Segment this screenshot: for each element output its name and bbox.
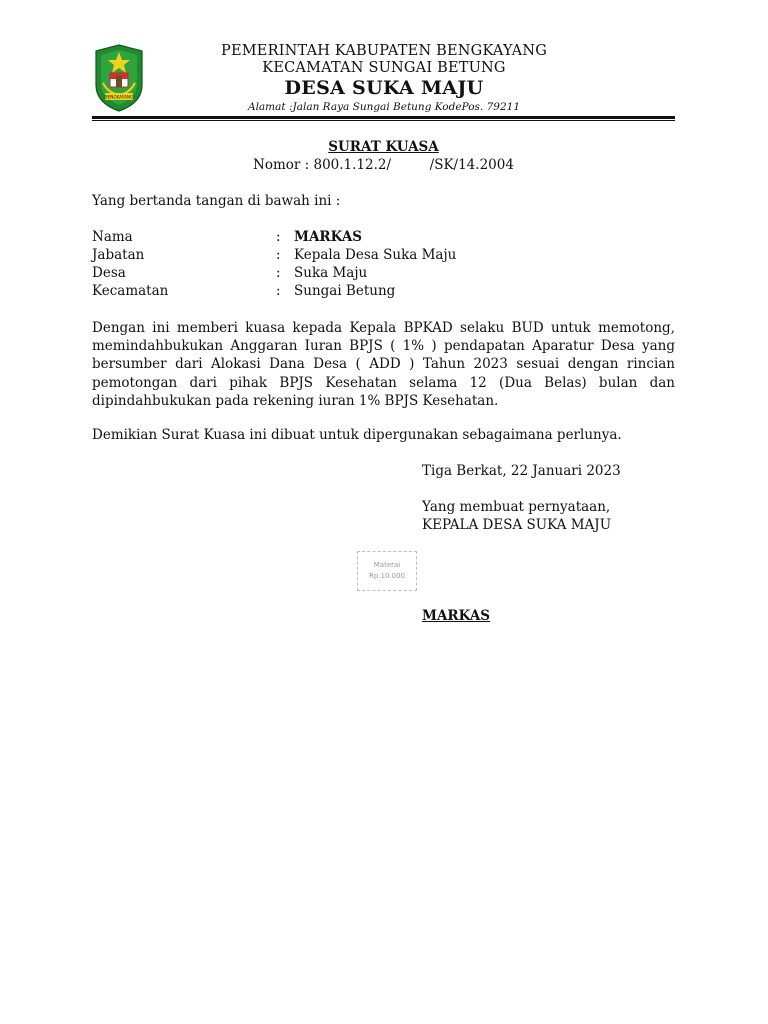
regency-logo [92, 43, 146, 113]
signatory-name: MARKAS [422, 608, 491, 624]
opening-sentence: Yang bertanda tangan di bawah ini : [92, 193, 341, 209]
signatory-position: KEPALA DESA SUKA MAJU [422, 517, 612, 533]
field-label-jabatan: Jabatan [92, 247, 145, 263]
identity-table [92, 229, 675, 303]
field-value-jabatan: Kepala Desa Suka Maju [294, 247, 457, 263]
kop-divider-thick [92, 116, 675, 119]
field-label-nama: Nama [92, 229, 133, 245]
field-label-kecamatan: Kecamatan [92, 283, 169, 299]
closing-sentence: Demikian Surat Kuasa ini dibuat untuk dipergunakan sebagaimana perlunya. [92, 427, 622, 443]
signatory-statement: Yang membuat pernyataan, [422, 499, 611, 515]
kop-address: Alamat :Jalan Raya Sungai Betung KodePos. 79211 [247, 101, 520, 113]
field-sep: : [276, 265, 281, 281]
kop-district: KECAMATAN SUNGAI BETUNG [262, 60, 506, 76]
field-value-kecamatan: Sungai Betung [294, 283, 396, 299]
place-date: Tiga Berkat, 22 Januari 2023 [422, 463, 621, 479]
letter-title: SURAT KUASA [328, 139, 439, 155]
field-sep: : [276, 283, 281, 299]
field-sep: : [276, 229, 281, 245]
stamp-label: Materai [373, 561, 401, 569]
kop-divider-thin [92, 120, 675, 121]
field-value-desa: Suka Maju [294, 265, 368, 281]
field-sep: : [276, 247, 281, 263]
duty-stamp-placeholder [357, 551, 417, 591]
kop-government: PEMERINTAH KABUPATEN BENGKAYANG [221, 43, 547, 59]
body-paragraph: Dengan ini memberi kuasa kepada Kepala BPKAD selaku BUD untuk memotong, memindahbukukan Anggaran Iuran BPJS ( 1% ) pendapatan Aparatur Desa yang bersumber dari Alokasi Dana Desa ( ADD ) Tahun 2023 sesuai dengan rincian pemotongan dari pihak BPJS Kesehatan selama 12 (Dua Belas) bulan dan dipindahbukukan pada rekening iuran 1% BPJS Kesehatan. [92, 320, 675, 409]
kop-village: DESA SUKA MAJU [284, 77, 484, 99]
field-label-desa: Desa [92, 265, 126, 281]
letter-number: Nomor : 800.1.12.2/ /SK/14.2004 [253, 157, 514, 173]
svg-text:BENGKAYANG: BENGKAYANG [104, 94, 134, 100]
stamp-value: Rp.10.000 [368, 572, 406, 580]
field-value-nama: MARKAS [294, 229, 363, 245]
